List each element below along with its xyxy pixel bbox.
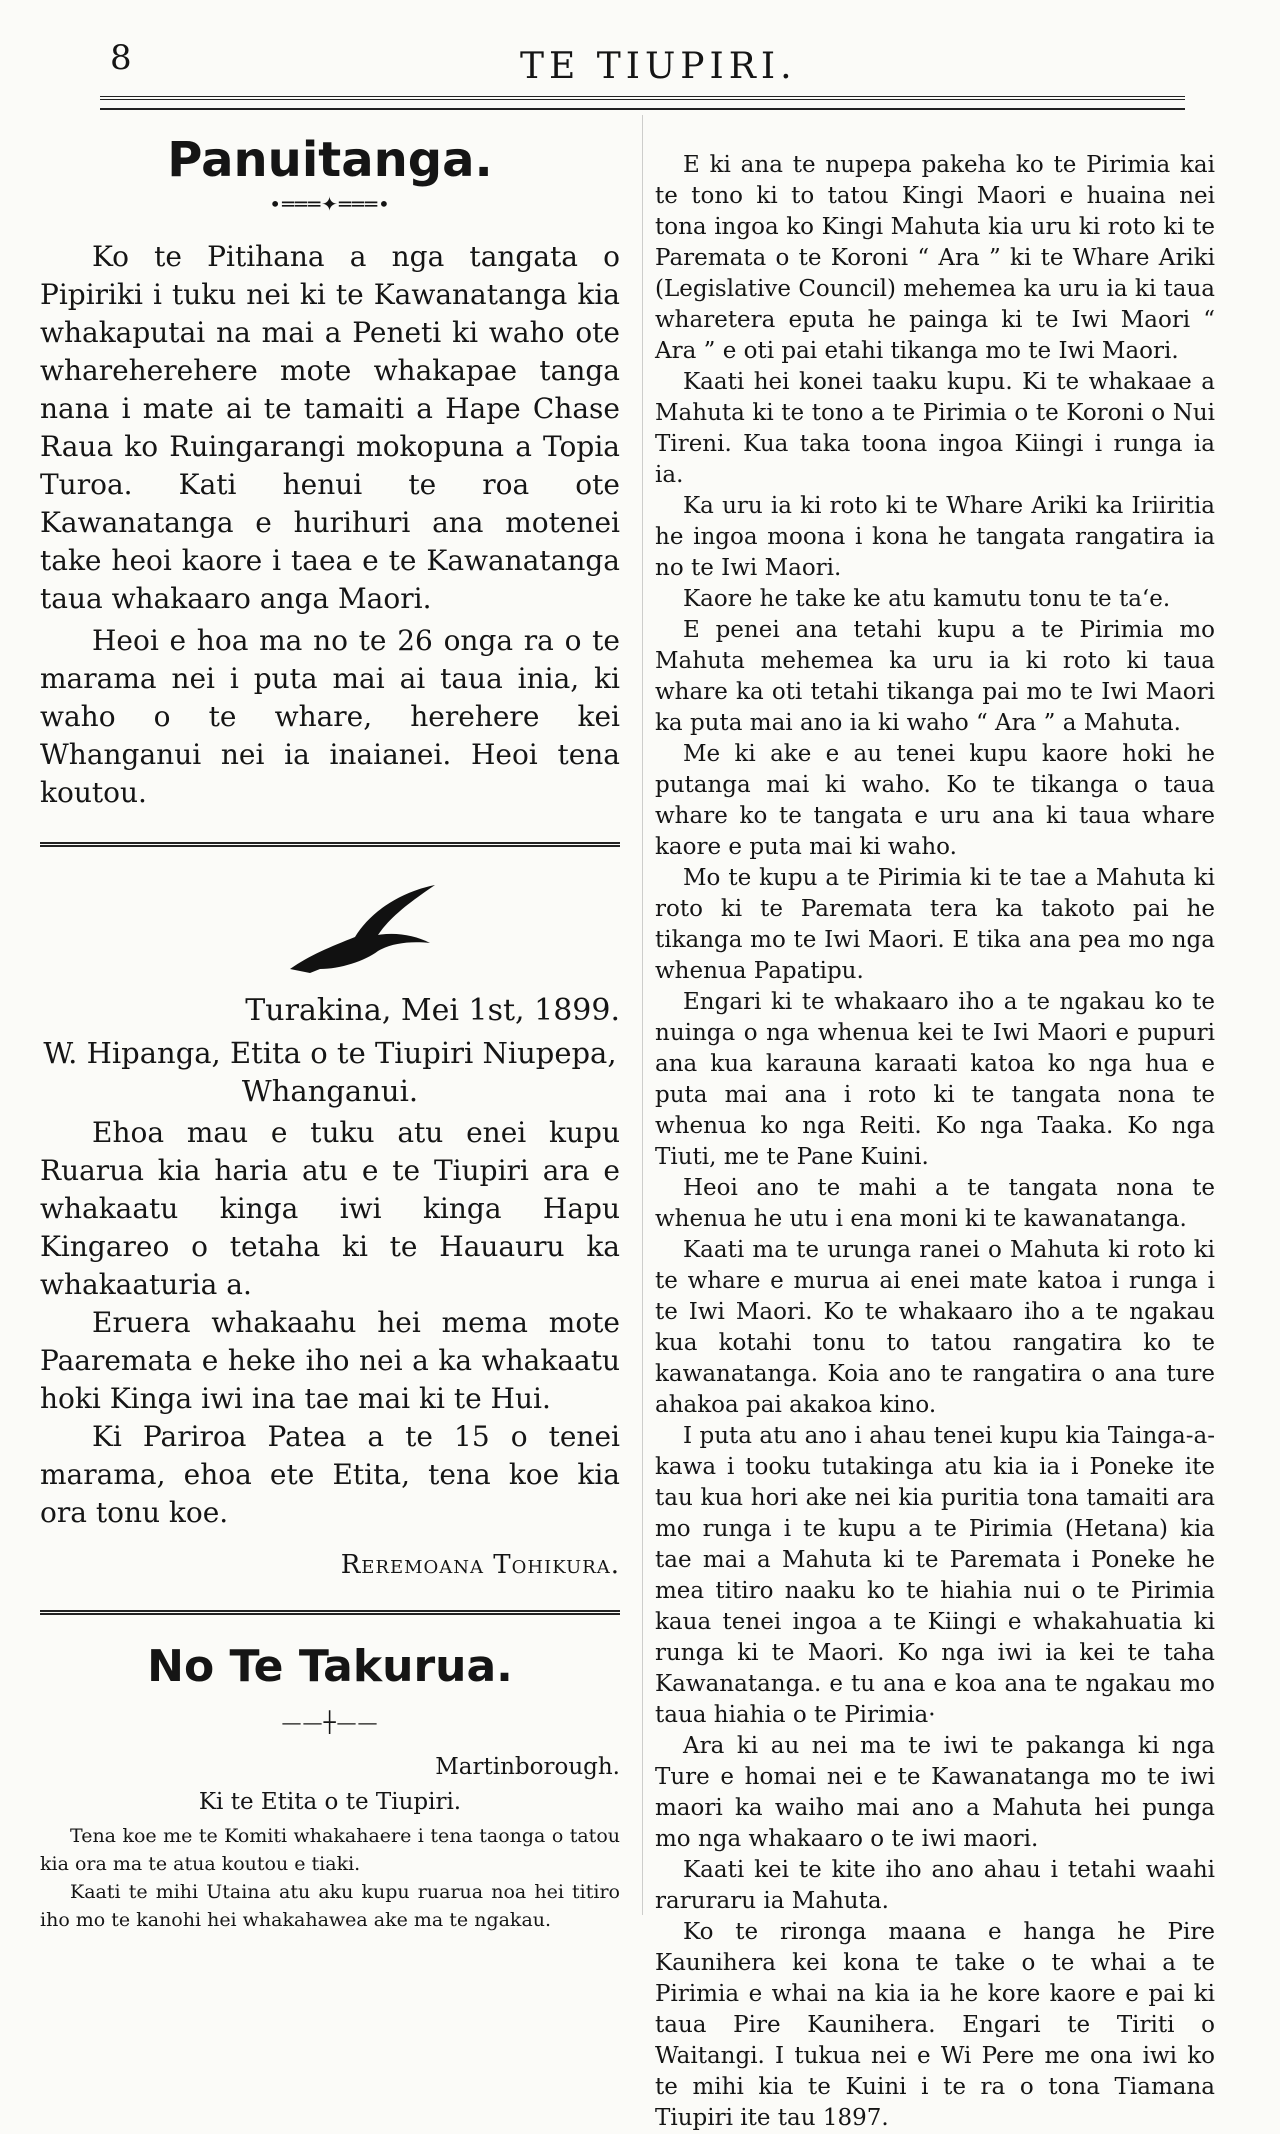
takurua-place: Martinborough. [435,1754,620,1780]
notice-title: Panuitanga. [167,132,493,188]
right-paragraph: Engari ki te whakaaro iho a te ngakau ko te nuinga o nga whenua kei te Iwi Maori e pupuri ana kua karauna karaati katoa ko nga hua e puta mai ana i roto ki te tangata nona te whenua ko nga Reiti. Ko nga Taaka. Ko nga Tiuti, me te Pane Kuini. [655,989,1215,1170]
right-paragraph: Mo te kupu a te Pirimia ki te tae a Mahuta ki roto ki te Paremata tera ka takoto pai he tikanga mo te Iwi Maori. E tika ana pea mo nga whenua Papatipu. [655,865,1215,984]
left-column [40,132,620,1934]
right-column [655,150,1215,2134]
right-paragraph: Kaore he take ke atu kamutu tonu te taʻe. [683,586,1171,612]
notice-ornament: •═══✦═══• [269,192,391,216]
right-paragraph: I puta atu ano i ahau tenei kupu kia Tainga-a-kawa i tooku tutakinga atu kia ia i Poneke ite tau kua hori ake nei kia puritia tona tamaiti ara mo runga i te kupu a te Pirimia (Hetana) kia tae mai a Mahuta ki te Paremata i Poneke he mea titiro naaku ko te hiahia nui o te Pirimia kaua tenei ingoa a te Kiingi e whakahuatia ki runga ki te Maori. Ko nga iwi ia kei te taha Kawanatanga. e tu ana e koa ana te ngakau mo taua hiahia o te Pirimia· [655,1423,1215,1728]
section-rule-2 [40,1610,620,1615]
swallow-icon [270,877,470,987]
letter-paragraph-3: Ki Pariroa Patea a te 15 o tenei marama, ehoa ete Etita, tena koe kia ora tonu koe. [40,1420,620,1529]
right-paragraph: Kaati kei te kite iho ano ahau i tetahi waahi raruraru ia Mahuta. [655,1857,1215,1914]
right-paragraph: Ara ki au nei ma te iwi te pakanga ki nga Ture e homai nei e te Kawanatanga mo te iwi maori ka waiho mai ano a Mahuta hei punga mo nga whakaaro o te iwi maori. [655,1733,1215,1852]
header-rule [100,96,1185,100]
right-paragraph: E penei ana tetahi kupu a te Pirimia mo Mahuta mehemea ka uru ia ki roto ki taua whare ka oti tetahi tikanga pai mo te Iwi Maori ka puta mai ano ia ki waho “ Ara ” a Mahuta. [655,617,1215,736]
right-paragraph: E ki ana te nupepa pakeha ko te Pirimia kai te tono ki to tatou Kingi Maori e huaina nei tona ingoa ko Kingi Mahuta kia uru ki roto ki te Paremata o te Koroni “ Ara ” ki te Whare Ariki (Legislative Council) mehemea ka uru ia ki taua wharetera eputa he painga ki te Iwi Maori “ Ara ” e oti pai etahi tikanga mo te Iwi Maori. [655,152,1215,364]
letter-signature: Reremoana Tohikura. [340,1550,620,1580]
takurua-title: No Te Takurua. [147,1641,513,1692]
letter-address: W. Hipanga, Etita o te Tiupiri Niupepa, Whanganui. [43,1036,617,1108]
right-paragraph: Kaati ma te urunga ranei o Mahuta ki roto ki te whare e murua ai enei mate katoa i runga i te Iwi Maori. Ko te whakaaro iho a te ngakau kua kotahi tonu to tatou rangatira ko te kawanatanga. Koia ano te rangatira o ana ture ahakoa pai akakoa kino. [655,1237,1215,1418]
right-paragraph: Kaati hei konei taaku kupu. Ki te whakaae a Mahuta ki te tono a te Pirimia o te Koroni o Nui Tireni. Kua taka toona ingoa Kiingi i runga ia ia. [655,369,1215,488]
right-paragraph: Me ki ake e au tenei kupu kaore hoki he putanga mai ki waho. Ko te tikanga o taua whare ko te tangata e uru ana ki taua whare kaore e puta mai ki waho. [655,741,1215,860]
takurua-paragraph-1: Tena koe me te Komiti whakahaere i tena taonga o tatou kia ora ma te atua koutou e tiaki. [40,1825,620,1875]
header-rule-thin [100,108,1185,110]
right-paragraph: Ka uru ia ki roto ki te Whare Ariki ka Iriiritia he ingoa moona i kona he tangata rangatira ia no te Iwi Maori. [655,493,1215,581]
notice-paragraph-1: Ko te Pitihana a nga tangata o Pipiriki i tuku nei ki te Kawanatanga kia whakaputai na mai a Peneti ki waho ote whareherehere mote whakapae tanga nana i mate ai te tamaiti a Hape Chase Raua ko Ruingarangi mokopuna a Topia Turoa. Kati henui te roa ote Kawanatanga e hurihuri ana motenei take heoi kaore i taea e te Kawanatanga taua whakaaro anga Maori. [40,240,620,615]
column-divider [642,115,643,1915]
letter-paragraph-1: Ehoa mau e tuku atu enei kupu Ruarua kia haria atu e te Tiupiri ara e whakaatu kinga iwi kinga Hapu Kingareo o tetaha ki te Hauauru ka whakaaturia a. [40,1116,620,1301]
notice-paragraph-2: Heoi e hoa ma no te 26 onga ra o te marama nei i puta mai ai taua inia, ki waho o te whare, herehere kei Whanganui nei ia inaianei. Heoi tena koutou. [40,624,620,809]
takurua-ornament: ——┼—— [281,1710,379,1734]
right-paragraph: Heoi ano te mahi a te tangata nona te whenua he utu i ena moni ki te kawanatanga. [655,1175,1215,1232]
page-number: 8 [110,38,132,78]
letter-paragraph-2: Eruera whakaahu hei mema mote Paaremata e heke iho nei a ka whakaatu hoki Kinga iwi ina tae mai ki te Hui. [40,1306,620,1415]
section-rule-1 [40,842,620,847]
letter-dateline: Turakina, Mei 1st, 1899. [245,993,620,1028]
running-head: TE TIUPIRI. [520,46,797,87]
takurua-paragraph-2: Kaati te mihi Utaina atu aku kupu ruarua noa hei titiro iho mo te kanohi hei whakahawea ake ma te ngakau. [40,1881,620,1931]
right-paragraph: Ko te rironga maana e hanga he Pire Kaunihera kei kona te take o te whai a te Pirimia e whai na kia ia he kore kaore e pai ki taua Pire Kaunihera. Engari te Tiriti o Waitangi. I tukua nei e Wi Pere me ona iwi ko te mihi kia te Kuini i te ra o tona Tiamana Tiupiri ite tau 1897. [655,1919,1215,2131]
takurua-salutation: Ki te Etita o te Tiupiri. [198,1789,462,1815]
